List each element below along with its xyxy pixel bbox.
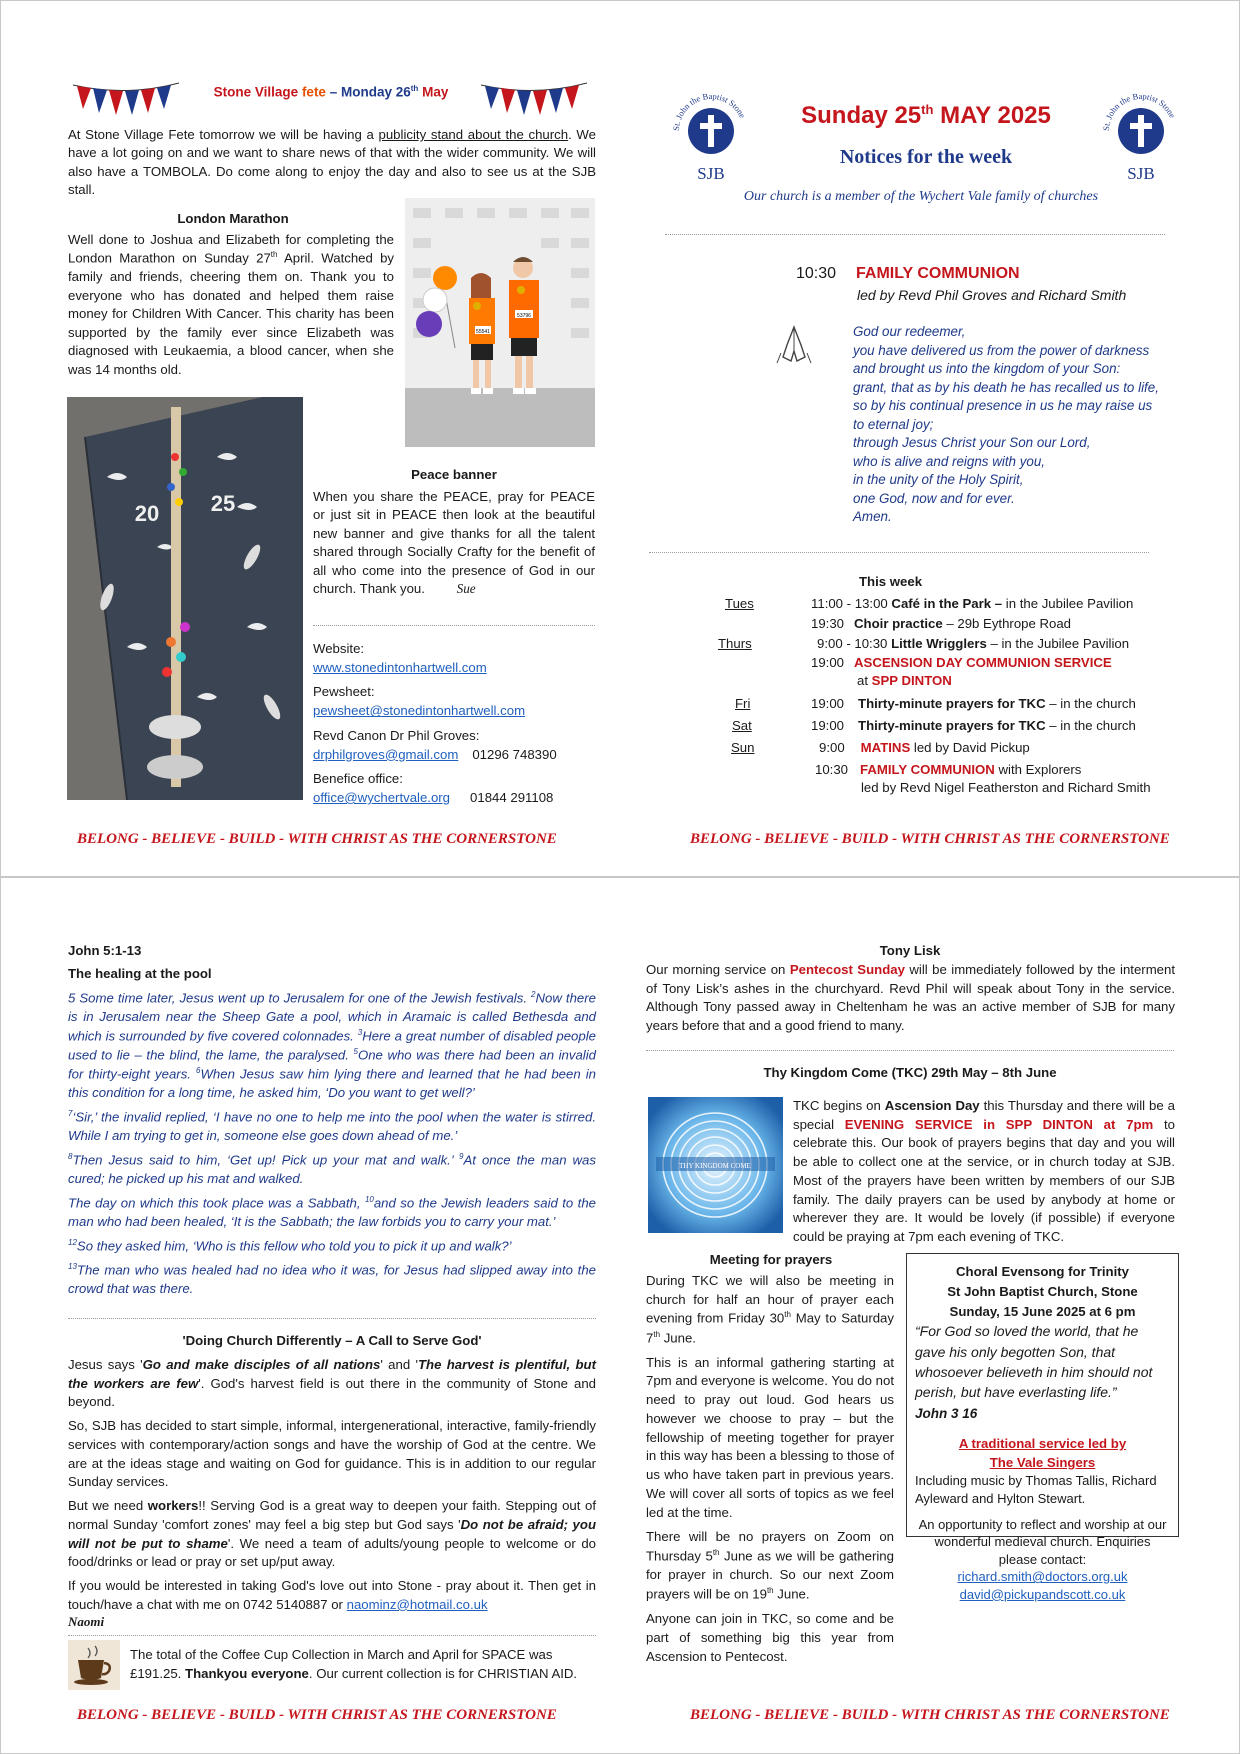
event-time: 19:00 [811,696,845,711]
meeting-sup: th [766,1585,774,1595]
pewsheet-email-link[interactable]: pewsheet@stonedintonhartwell.com [313,703,526,719]
event-place: in the Jubilee Pavilion [1005,596,1134,611]
evensong-title-1: Choral Evensong for Trinity [956,1264,1129,1279]
meeting-text-part: June. [777,1586,810,1602]
meeting-title: Meeting for prayers [709,1252,833,1267]
verse: ‘Sir,’ the invalid replied, ‘I have no one to help me into the pool when the water is stirred. While I am trying to get in, someone else goes down ahead of me.’ [68,1109,596,1144]
logo-right-letters: SJB [1127,164,1155,183]
bunting-left-icon [71,79,181,121]
contacts [313,639,603,807]
coffee-text-c: . Our current collection is for CHRISTIAN AID. [308,1665,578,1681]
evensong-singers: The Vale Singers [989,1454,1096,1470]
revd-phone: 01296 748390 [472,746,557,762]
tony-text-a: Our morning service on [646,962,786,977]
revd-label: Revd Canon Dr Phil Groves: [313,727,480,743]
collect-line: through Jesus Christ your Son our Lord, [853,435,1091,450]
peace-banner-photo [67,397,303,800]
verse: Here a great number of disabled people used to lie – the blind, the lame, the paralysed. [68,1028,596,1063]
service-name: FAMILY COMMUNION [856,265,1020,282]
office-email-link[interactable]: office@wychertvale.org [313,789,451,805]
tkc-title: Thy Kingdom Come (TKC) 29th May – 8th June [763,1065,1057,1080]
evensong-led-by: A traditional service led by [958,1436,1127,1452]
office-label: Benefice office: [313,770,403,786]
event-leader: led by Revd Nigel Featherston and Richard Smith [861,780,1151,795]
serve-signature: Naomi [68,1613,105,1629]
logo-right-ring-text: St. John the Baptist Stone [1100,90,1178,132]
meeting-paragraph: Anyone can join in TKC, so come and be part of something big this year from Ascension to Pentecost. [646,1611,894,1664]
serve-text-part: Jesus says ' [68,1357,143,1372]
event-time: 19:00 [811,718,845,733]
verse: At once the man was cured; he picked up his mat and walked. [68,1152,596,1186]
event-name: MATINS [860,740,911,755]
event-time: 9:00 - 10:30 [817,636,888,651]
evensong-email-2-link[interactable]: david@pickupandscott.co.uk [959,1586,1126,1602]
event-place: led by David Pickup [913,740,1030,755]
event-time: 11:00 - 13:00 [811,596,888,611]
scripture-reference: John 5:1-13 [68,943,142,958]
divider [313,625,595,626]
tkc-text-c: to celebrate this. Our book of prayers begins that day and you will be able to collect one at the service, or in church today at SJB. Most of the prayers have been written by members of our SJB family. The daily prayers can be used by anybody at home or wherever they are. It would be lovely (if possible) if everyone could be praying at 7pm each evening of TKC. [793,1116,1175,1245]
website-link[interactable]: www.stonedintonhartwell.com [313,660,487,676]
serve-paragraph: So, SJB has decided to start simple, informal, intergenerational, interactive, family-friendly services with contemporary/action songs and have the worship of God at the centre. We are at the ideas stage and waiting on God for guidance. This is in addition to our regular Sunday services. [68,1418,596,1490]
fete-title [181,83,481,102]
verse-number: 8 [68,1151,73,1161]
meeting-text-part: June. [663,1329,696,1345]
event-time: 19:00 [811,655,845,670]
meeting-sup: th [653,1329,661,1339]
verse-number: 10 [364,1194,374,1204]
website-label: Website: [313,641,365,656]
tony-paragraph [646,961,1175,1036]
serve-quote: The harvest is plentiful, but the workers are few [68,1357,596,1391]
serve-text-part: !! Serving God is a great way to deepen your faith. Stepping out of normal Sunday 'comfort zones' may feel a big step but God says ' [68,1498,596,1532]
tony-title: Tony Lisk [879,943,941,958]
collect-line: you have delivered us from the power of darkness [853,342,1150,358]
fete-text-b: . We have a lot going on and we want to share news of that with the wider community. We will also have a TOMBOLA. Do come along to enjoy the day and also to see us at the SJB stall. [68,127,596,198]
logo-left-ring-text: St. John the Baptist Stone [670,90,748,132]
verse-number: 7 [68,1108,73,1118]
footer-motto-back-right: BELONG - BELIEVE - BUILD - WITH CHRIST AS THE CORNERSTONE [690,1707,1170,1723]
marathon-photo [405,198,595,447]
marathon-paragraph [68,231,394,379]
tkc-paragraph [793,1097,1175,1247]
evensong-title-3: Sunday, 15 June 2025 at 6 pm [949,1303,1136,1319]
tkc-ascension: Ascension Day [884,1098,980,1113]
bunting-right-icon [479,79,589,121]
serve-text-part: If you would be interested in taking God's love out into Stone - pray about it. Then get in touch/have a chat with me on 0742 5140887 or [68,1578,596,1612]
scripture-title: The healing at the pool [68,966,212,981]
fete-title-b: fete [301,84,326,100]
fete-title-c: – Monday 26 [329,84,411,100]
serve-text-part: workers [147,1498,199,1514]
meeting-text-part: During TKC we will also be meeting in church for half an hour of prayer each evening from Friday 30 [646,1273,894,1326]
event-at: at [857,673,868,688]
evensong-quote-ref: John 3 16 [915,1405,978,1421]
meeting-paragraph: This is an informal gathering starting at 7pm and everyone is welcome. You do not need to pray out loud. God hears us however we choose to pray – but the fellowship of meeting together for prayer in this way has been a blessing to those of us who have taken part in previous years. We will cover all sorts of topics as we feel led at the time. [646,1354,894,1520]
event-place: SPP DINTON [871,673,952,688]
verse-number: 2 [531,990,536,999]
event-name: Thirty-minute prayers for TKC [858,696,1046,711]
verse: Then Jesus said to him, ‘Get up! Pick up your mat and walk.’ [72,1152,454,1168]
verse-number: 9 [459,1151,464,1161]
marathon-bib-2: 53796 [517,313,531,319]
event-place: – in the Jubilee Pavilion [990,636,1130,651]
event-place: – 29b Eythrope Road [946,616,1072,631]
logo-left-letters: SJB [697,164,725,183]
divider [68,1318,596,1319]
coffee-text-b: Thankyou everyone [185,1665,309,1681]
day-thurs: Thurs [718,636,752,651]
divider [68,1635,596,1636]
verse-number: 5 [353,1046,358,1056]
meeting-text [646,1272,894,1666]
event-time: 10:30 [815,762,849,777]
fete-title-a: Stone Village [213,84,299,100]
event-name: Little Wrigglers [891,636,987,651]
date-a: Sunday 25 [801,102,922,129]
notice-date [771,99,1081,133]
collect-line: so by his continual presence in us he may raise us [853,398,1153,413]
day-sun: Sun [731,740,755,755]
coffee-text-a: The total of the Coffee Cup Collection in March and April for SPACE was £191.25. [130,1647,553,1681]
evensong-quote: “For God so loved the world, that he gave his only begotten Son, that whosoever believeth in him should not perish, but have everlasting life.” [915,1323,1153,1401]
revd-email-link[interactable]: drphilgroves@gmail.com [313,746,459,762]
marathon-text-a: Well done to Joshua and Elizabeth for completing the London Marathon on Sunday 27 [68,232,394,266]
fete-title-sup: th [410,84,419,93]
collect-line: God our redeemer, [853,324,966,339]
coffee-collection-text [130,1646,598,1683]
tony-pentecost: Pentecost Sunday [789,962,905,977]
tkc-logo-text: THY KINGDOM COME [679,1162,751,1170]
verse-number: 6 [196,1066,201,1076]
marathon-bib-1: 55541 [476,329,490,335]
peace-title: Peace banner [411,467,497,482]
verse-number: 12 [68,1237,77,1247]
verse: The man who was healed had no idea who it was, for Jesus had slipped away into the crowd that was there. [68,1262,596,1296]
scripture-text [68,989,596,1299]
event-name: ASCENSION DAY COMMUNION SERVICE [854,655,1112,670]
serve-quote: Go and make disciples of all nations [142,1357,381,1372]
footer-motto-back-left: BELONG - BELIEVE - BUILD - WITH CHRIST AS THE CORNERSTONE [77,1707,557,1723]
event-name: Choir practice [854,616,943,631]
event-place: – in the church [1049,696,1136,711]
serve-quote: Do not be afraid; you will not be put to shame [68,1516,596,1551]
serve-text-part: '. We need a team of adults/young people to welcome or do food/drinks or lead or pray or set up/put away. [68,1535,596,1570]
day-tues: Tues [725,596,754,611]
verse-number: 13 [68,1261,77,1271]
verse: One who was there had been an invalid for thirty-eight years. [68,1047,596,1082]
banner-year-right: 25 [210,491,236,516]
evensong-email-1-link[interactable]: richard.smith@doctors.org.uk [957,1569,1128,1585]
fete-text-a: At Stone Village Fete tomorrow we will be having a [68,127,374,142]
verse: Now there is in Jerusalem near the Sheep Gate a pool, which in Aramaic is called Bethesda and which is surrounded by five covered colonnades. [68,990,596,1044]
verse: and so the Jewish leaders said to the man who had been healed, ‘It is the Sabbath; the law forbids you to carry your mat.’ [68,1195,596,1229]
verse: So they asked him, ‘Who is this fellow who told you to pick it up and walk?’ [76,1237,512,1253]
thy-kingdom-come-logo [648,1097,783,1233]
service-time: 10:30 [796,265,837,282]
collect-line: in the unity of the Holy Spirit, [853,472,1024,487]
meeting-text-part: May to Saturday 7 [646,1310,894,1345]
serve-title: 'Doing Church Differently – A Call to Serve God' [182,1333,482,1348]
serve-text [68,1356,596,1631]
verse: When Jesus saw him lying there and learned that he had been in this condition for a long time, he asked him, ‘Do you want to get well?’ [68,1066,596,1101]
event-name: Thirty-minute prayers for TKC [858,718,1046,733]
collect-prayer [853,323,1183,527]
tony-text-b: will be immediately followed by the interment of Tony Lisk’s ashes in the churchyard. Revd Phil will speak about Tony in the service. Although Tony passed away in Cheltenham he was an active member of SJB for many years before that and a good friend to many. [646,962,1176,1034]
divider [646,1050,1174,1051]
meeting-sup: th [712,1548,720,1558]
meeting-sup: th [784,1310,791,1320]
praying-hands-icon [775,323,813,365]
event-place: – in the church [1049,718,1136,733]
meeting-text-part: June as we will be gathering for prayer in church. So our next Zoom prayers will be on 19 [646,1548,894,1602]
member-statement: Our church is a member of the Wychert Vale family of churches [743,189,1099,204]
evensong-box [906,1253,1179,1602]
event-name: FAMILY COMMUNION [860,762,995,777]
peace-signature: Sue [456,581,476,597]
peace-body: When you share the PEACE, pray for PEACE or just sit in PEACE then look at the beautiful new banner and give thanks for all the talent shared through Socially Crafty for the benefit of all who come into the presence of God in our church. Thank you. [313,489,595,597]
collect-line: who is alive and reigns with you, [853,453,1046,469]
event-time: 19:30 [811,616,845,631]
marathon-title: London Marathon [177,211,289,226]
meeting-text-part: There will be no prayers on Zoom on Thursday 5 [646,1529,894,1564]
office-phone: 01844 291108 [470,789,554,805]
collect-line: one God, now and for ever. [853,490,1015,506]
fete-paragraph [68,126,596,200]
serve-text-part: ' and ' [380,1357,418,1372]
fete-title-d: May [422,84,449,100]
day-fri: Fri [735,696,751,711]
collect-line: and brought us into the kingdom of your Son: [853,361,1121,376]
banner-year-left: 20 [134,501,160,526]
notice-subtitle: Notices for the week [839,146,1013,168]
marathon-text-b: April. Watched by family and friends, cheering them on. Thank you to everyone who has donated and helped them raise money for Children With Cancer. This charity has been supported by the family ever since Elizabeth was diagnosed with Leukaemia, a blood cancer, when she was 14 months old. [68,250,395,377]
date-sup: th [921,102,934,117]
divider [649,552,1149,553]
verse: 5 Some time later, Jesus went up to Jerusalem for one of the Jewish festivals. [68,990,527,1006]
footer-motto-front-left: BELONG - BELIEVE - BUILD - WITH CHRIST AS THE CORNERSTONE [77,831,557,847]
event-place: with Explorers [998,762,1082,777]
divider [665,234,1165,235]
page-back [0,877,1240,1754]
tkc-evening-service: EVENING SERVICE in SPP DINTON at 7pm [844,1116,1154,1132]
event-name: Café in the Park – [891,596,1003,611]
event-time: 9:00 [819,740,845,755]
collect-line: to eternal joy; [853,416,934,432]
tkc-text-b: this Thursday and there will be a special [793,1098,1175,1132]
coffee-cup-icon [68,1640,120,1690]
service-leader: led by Revd Phil Groves and Richard Smith [857,287,1127,303]
evensong-opportunity: An opportunity to reflect and worship at our wonderful medieval church. Enquiries please contact: [918,1516,1167,1567]
fete-publicity-link: publicity stand about the church [378,127,569,142]
serve-text-part: '. God's harvest field is out there in the community of Stone and beyond. [68,1375,597,1410]
peace-paragraph [313,488,595,599]
evensong-title-2: St John Baptist Church, Stone [947,1283,1138,1299]
footer-motto-front-right: BELONG - BELIEVE - BUILD - WITH CHRIST AS THE CORNERSTONE [690,831,1170,847]
collect-line: grant, that as by his death he has recalled us to life, [853,379,1159,395]
sjb-logo-left-icon [665,85,757,185]
naomi-email-link[interactable]: naominz@hotmail.co.uk [346,1596,488,1612]
tkc-text-a: TKC begins on [793,1098,881,1113]
evensong-music: Including music by Thomas Tallis, Richard Ayleward and Hylton Stewart. [915,1473,1157,1506]
serve-text-part: But we need [68,1498,144,1514]
day-sat: Sat [732,718,752,733]
week-title: This week [859,574,923,589]
verse: The day on which this took place was a Sabbath, [68,1195,361,1211]
collect-line: Amen. [853,509,892,524]
sjb-logo-right-icon [1095,85,1187,185]
pewsheet-label: Pewsheet: [313,684,375,700]
verse-number: 3 [357,1027,363,1037]
date-b: MAY 2025 [940,102,1051,129]
marathon-sup: th [270,250,278,260]
